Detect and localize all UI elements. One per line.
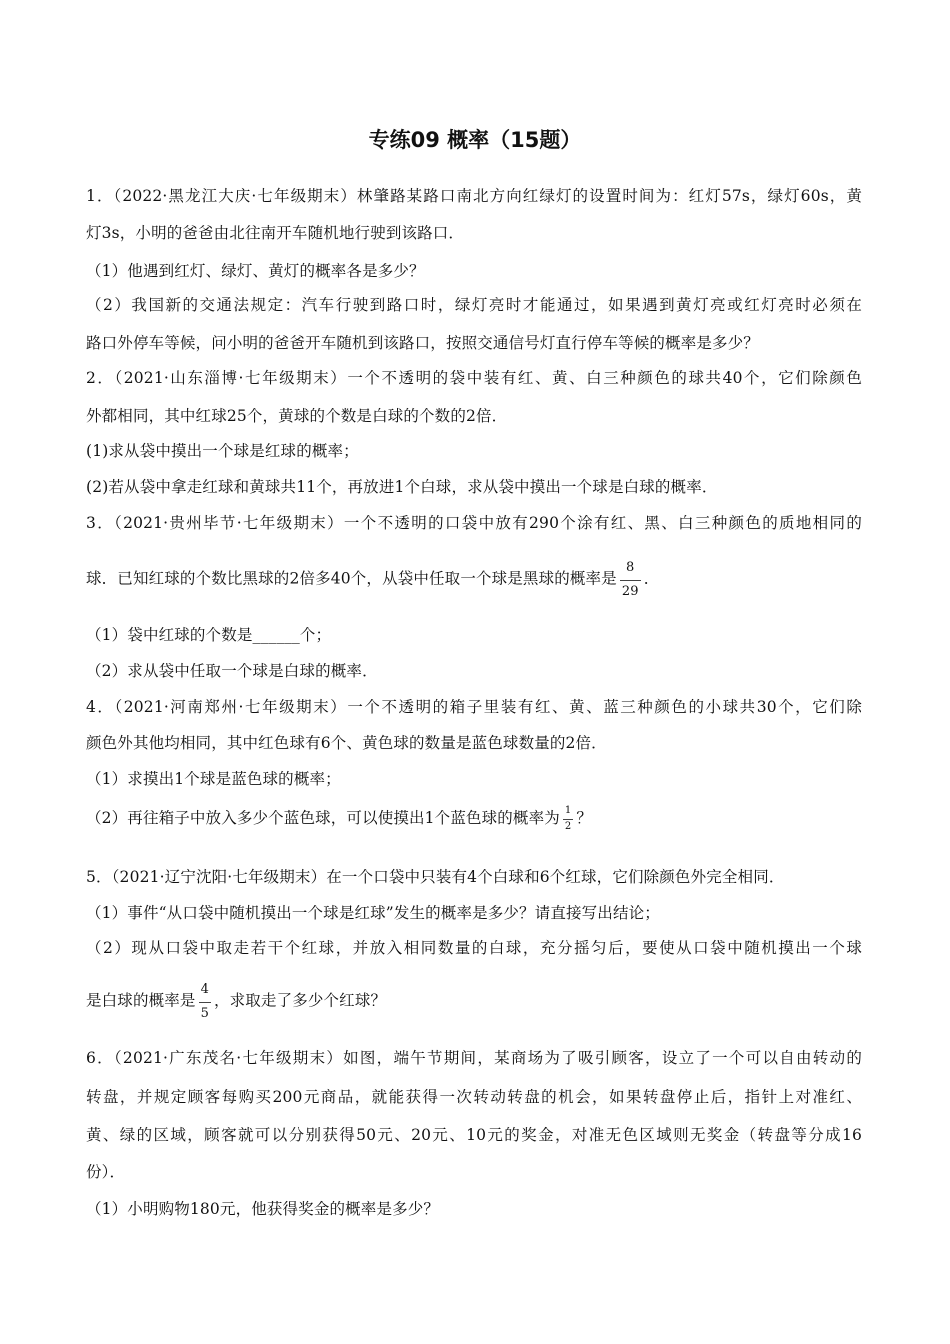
q4-part-1: （1）求摸出1个球是蓝色球的概率； (86, 770, 341, 788)
fraction-numerator: 8 (626, 560, 635, 575)
q3-stem-text: 球．已知红球的个数比黑球的2倍多40个，从袋中任取一个球是黑球的概率是 (86, 569, 617, 588)
fraction-denominator: 29 (621, 584, 639, 599)
q2-stem-line-2: 外都相同，其中红球25个，黄球的个数是白球的个数的2倍． (86, 407, 508, 425)
q1-part-1: （1）他遇到红灯、绿灯、黄灯的概率各是多少？ (86, 262, 425, 280)
page-title: 专练09 概率（15题） (368, 128, 582, 152)
fraction-8-29 (620, 561, 641, 598)
q3-stem-line-2 (86, 561, 659, 598)
q4-part-2-end: ？ (576, 809, 593, 827)
fraction-numerator: 4 (200, 982, 209, 997)
q5-part-2-end: ，求取走了多少个红球？ (213, 991, 387, 1010)
q6-stem-line-1: 6．（2021·广东茂名·七年级期末）如图，端午节期间，某商场为了吸引顾客，设立了一个可以自由转动的 (86, 1049, 862, 1067)
q5-stem: 5．（2021·辽宁沈阳·七年级期末）在一个口袋中只装有4个白球和6个红球，它们除颜色外完全相同． (86, 868, 785, 886)
q2-part-1: (1)求从袋中摸出一个球是红球的概率； (86, 442, 359, 460)
q4-stem-line-2: 颜色外其他均相同，其中红色球有6个、黄色球的数量是蓝色球数量的2倍． (86, 734, 607, 752)
q5-part-1: （1）事件“从口袋中随机摸出一个球是红球”发生的概率是多少？请直接写出结论； (86, 904, 660, 922)
q6-part-1: （1）小明购物180元，他获得奖金的概率是多少？ (86, 1200, 440, 1218)
fraction-denominator: 5 (200, 1006, 209, 1021)
q5-part-2-text: 是白球的概率是 (86, 991, 196, 1010)
q1-stem-line-1: 1．（2022·黑龙江大庆·七年级期末）林肇路某路口南北方向红绿灯的设置时间为：红灯57s，绿灯60s，黄 (86, 187, 862, 205)
q4-stem-line-1: 4．（2021·河南郑州·七年级期末）一个不透明的箱子里装有红、黄、蓝三种颜色的小球共30个，它们除 (86, 698, 862, 716)
fraction-denominator: 2 (564, 821, 572, 832)
q2-part-2: (2)若从袋中拿走红球和黄球共11个，再放进1个白球，求从袋中摸出一个球是白球的概率． (86, 478, 718, 496)
q3-stem-end: ． (643, 569, 660, 588)
q1-stem-line-2: 灯3s，小明的爸爸由北往南开车随机地行驶到该路口． (86, 224, 465, 242)
fraction-4-5 (199, 983, 211, 1020)
q6-stem-line-2: 转盘，并规定顾客每购买200元商品，就能获得一次转动转盘的机会，如果转盘停止后，指针上对准红、 (86, 1088, 862, 1106)
q1-part-2-line-2: 路口外停车等候，问小明的爸爸开车随机到该路口，按照交通信号灯直行停车等候的概率是多少？ (86, 334, 759, 352)
q6-stem-line-3: 黄、绿的区域，顾客就可以分别获得50元、20元、10元的奖金，对准无色区域则无奖金（转盘等分成16 (86, 1126, 862, 1144)
q5-part-2-line-1: （2）现从口袋中取走若干个红球，并放入相同数量的白球，充分摇匀后，要使从口袋中随机摸出一个球 (86, 939, 862, 957)
fraction-numerator: 1 (564, 805, 572, 816)
fraction-1-2 (563, 806, 574, 832)
q2-stem-line-1: 2．（2021·山东淄博·七年级期末）一个不透明的袋中装有红、黄、白三种颜色的球共40个，它们除颜色 (86, 369, 862, 387)
q4-part-2 (86, 806, 592, 832)
q6-stem-line-4: 份）． (86, 1163, 126, 1181)
q3-part-1: （1）袋中红球的个数是______个； (86, 626, 332, 644)
q3-stem-line-1: 3．（2021·贵州毕节·七年级期末）一个不透明的口袋中放有290个涂有红、黑、白三种颜色的质地相同的 (86, 514, 862, 532)
q1-part-2-line-1: （2）我国新的交通法规定：汽车行驶到路口时，绿灯亮时才能通过，如果遇到黄灯亮或红灯亮时必须在 (86, 296, 862, 314)
q5-part-2-line-2 (86, 983, 386, 1020)
q4-part-2-text: （2）再往箱子中放入多少个蓝色球，可以使摸出1个蓝色球的概率为 (86, 809, 560, 827)
q3-part-2: （2）求从袋中任取一个球是白球的概率． (86, 662, 378, 680)
